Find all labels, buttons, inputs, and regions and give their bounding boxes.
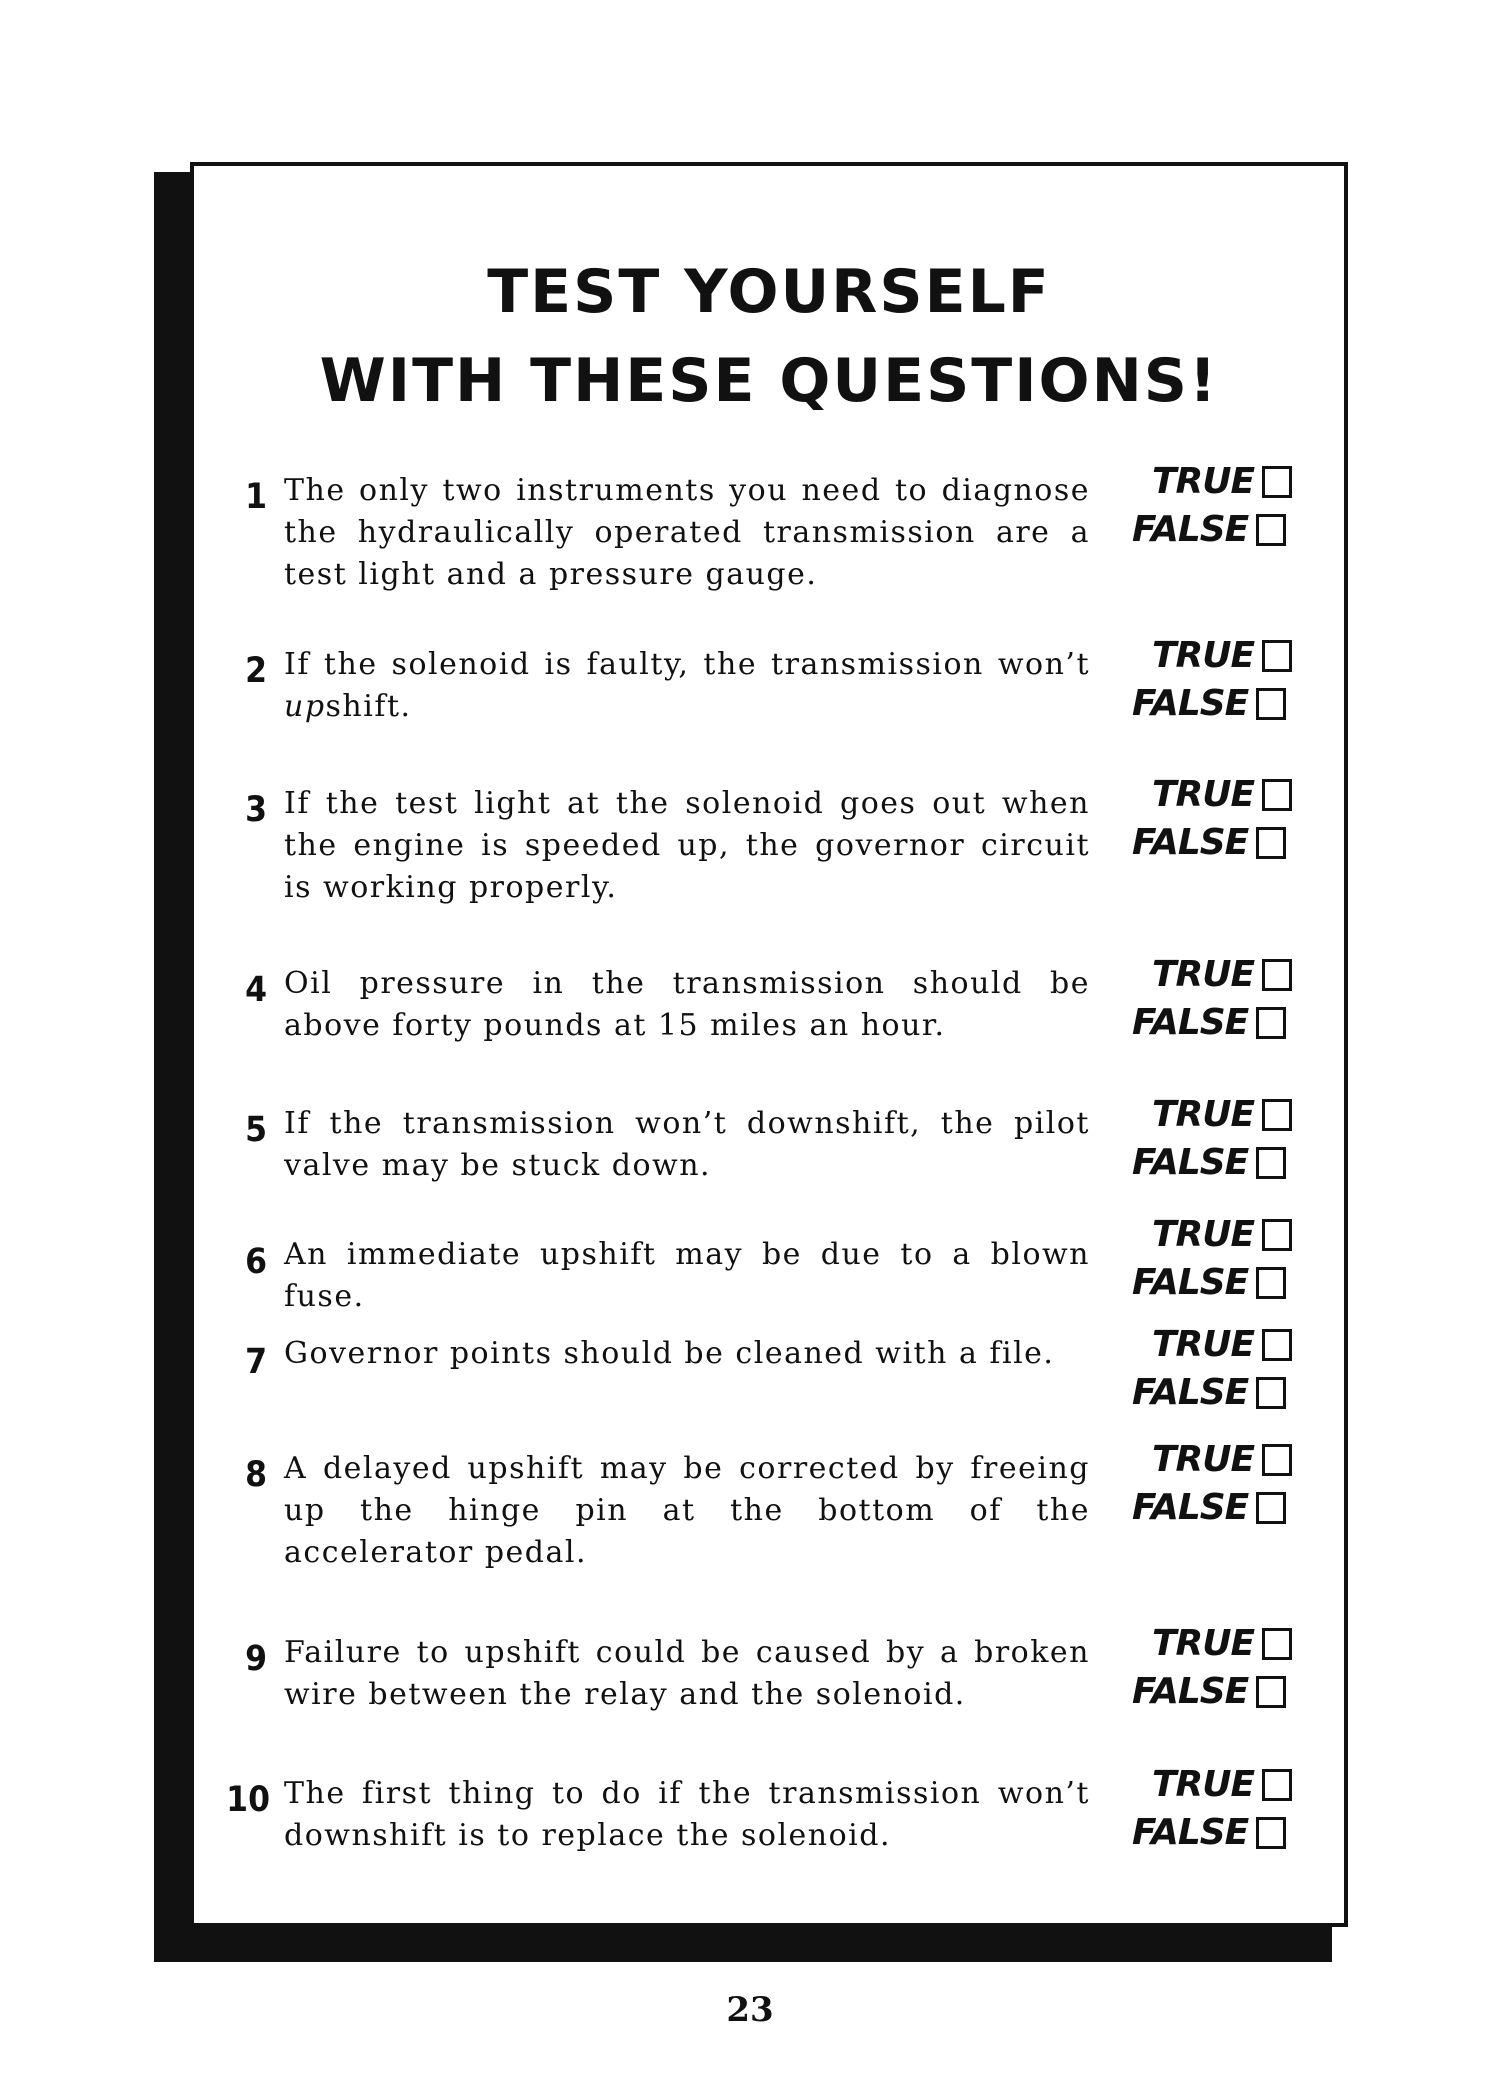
question-number: 6 — [245, 1242, 267, 1282]
false-checkbox[interactable] — [1256, 514, 1286, 546]
false-checkbox[interactable] — [1256, 688, 1286, 720]
question-number: 10 — [226, 1780, 270, 1820]
true-option[interactable] — [1152, 1093, 1292, 1137]
true-label: TRUE — [1152, 461, 1255, 502]
true-option[interactable] — [1152, 1438, 1292, 1482]
title-line-2: WITH THESE QUESTIONS! — [319, 346, 1219, 416]
true-label: TRUE — [1152, 954, 1255, 995]
true-option[interactable] — [1152, 953, 1292, 997]
true-option[interactable] — [1152, 1622, 1292, 1666]
false-checkbox[interactable] — [1256, 1676, 1286, 1708]
true-false-answer — [1129, 773, 1289, 873]
true-checkbox[interactable] — [1262, 1628, 1292, 1660]
true-false-answer — [1129, 1213, 1289, 1313]
false-label: FALSE — [1132, 1142, 1249, 1183]
true-label: TRUE — [1152, 774, 1255, 815]
true-checkbox[interactable] — [1262, 640, 1292, 672]
question-text: A delayed upshift may be corrected by freeing up the hinge pin at the bottom of the accelerator pedal. — [284, 1451, 1090, 1570]
true-checkbox[interactable] — [1262, 1329, 1292, 1361]
true-label: TRUE — [1152, 1623, 1255, 1664]
true-checkbox[interactable] — [1262, 466, 1292, 498]
true-checkbox[interactable] — [1262, 779, 1292, 811]
false-checkbox[interactable] — [1256, 1817, 1286, 1849]
true-checkbox[interactable] — [1262, 959, 1292, 991]
false-option[interactable] — [1132, 1001, 1286, 1045]
question-text-end: shift. — [325, 689, 412, 724]
true-false-answer — [1129, 1323, 1289, 1423]
true-false-answer — [1129, 1763, 1289, 1863]
question-text-italic: up — [284, 689, 326, 724]
true-option[interactable] — [1152, 773, 1292, 817]
false-option[interactable] — [1132, 682, 1286, 726]
true-checkbox[interactable] — [1262, 1769, 1292, 1801]
false-label: FALSE — [1132, 1487, 1249, 1528]
false-option[interactable] — [1132, 1141, 1286, 1185]
true-checkbox[interactable] — [1262, 1219, 1292, 1251]
false-option[interactable] — [1132, 821, 1286, 865]
false-checkbox[interactable] — [1256, 1492, 1286, 1524]
question-number: 7 — [245, 1342, 267, 1382]
false-label: FALSE — [1132, 1002, 1249, 1043]
false-label: FALSE — [1132, 509, 1249, 550]
question-number: 4 — [245, 970, 267, 1010]
question-text: An immediate upshift may be due to a blown fuse. — [284, 1237, 1090, 1314]
false-option[interactable] — [1132, 1811, 1286, 1855]
question-text: The first thing to do if the transmission won’t downshift is to replace the solenoid. — [284, 1776, 1090, 1853]
true-option[interactable] — [1152, 1323, 1292, 1367]
false-option[interactable] — [1132, 1371, 1286, 1415]
true-false-answer — [1129, 460, 1289, 560]
question-text-start: If the solenoid is faulty, the transmission won’t — [284, 647, 1090, 682]
question-text: Oil pressure in the transmission should be above forty pounds at 15 miles an hour. — [284, 966, 1090, 1043]
question-text: If the test light at the solenoid goes out when the engine is speeded up, the governor circuit is working properly. — [284, 786, 1090, 905]
false-label: FALSE — [1132, 1372, 1249, 1413]
true-label: TRUE — [1152, 1764, 1255, 1805]
true-false-answer — [1129, 1438, 1289, 1538]
true-option[interactable] — [1152, 460, 1292, 504]
true-label: TRUE — [1152, 1214, 1255, 1255]
quiz-frame — [190, 162, 1348, 1927]
false-label: FALSE — [1132, 1671, 1249, 1712]
true-label: TRUE — [1152, 1439, 1255, 1480]
false-option[interactable] — [1132, 1486, 1286, 1530]
false-label: FALSE — [1132, 822, 1249, 863]
true-option[interactable] — [1152, 1213, 1292, 1257]
true-option[interactable] — [1152, 634, 1292, 678]
false-checkbox[interactable] — [1256, 827, 1286, 859]
true-label: TRUE — [1152, 1094, 1255, 1135]
false-label: FALSE — [1132, 683, 1249, 724]
page-number: 23 — [726, 1990, 774, 2030]
false-checkbox[interactable] — [1256, 1377, 1286, 1409]
question-number: 1 — [245, 477, 267, 517]
question-text: Failure to upshift could be caused by a broken wire between the relay and the solenoid. — [284, 1635, 1090, 1712]
true-label: TRUE — [1152, 635, 1255, 676]
false-option[interactable] — [1132, 508, 1286, 552]
true-false-answer — [1129, 1622, 1289, 1722]
false-checkbox[interactable] — [1256, 1267, 1286, 1299]
title-line-1: TEST YOURSELF — [487, 257, 1051, 327]
question-text: Governor points should be cleaned with a file. — [284, 1336, 1055, 1371]
question-number: 5 — [245, 1110, 267, 1150]
true-false-answer — [1129, 1093, 1289, 1193]
true-false-answer — [1129, 634, 1289, 734]
true-option[interactable] — [1152, 1763, 1292, 1807]
false-option[interactable] — [1132, 1670, 1286, 1714]
true-false-answer — [1129, 953, 1289, 1053]
false-option[interactable] — [1132, 1261, 1286, 1305]
question-number: 9 — [245, 1639, 267, 1679]
question-text: The only two instruments you need to diagnose the hydraulically operated transmission are a test light and a pressure gauge. — [284, 473, 1090, 592]
true-label: TRUE — [1152, 1324, 1255, 1365]
question-number: 2 — [245, 651, 267, 691]
false-label: FALSE — [1132, 1262, 1249, 1303]
true-checkbox[interactable] — [1262, 1099, 1292, 1131]
false-checkbox[interactable] — [1256, 1007, 1286, 1039]
question-number: 8 — [245, 1455, 267, 1495]
question-text: If the transmission won’t downshift, the pilot valve may be stuck down. — [284, 1106, 1090, 1183]
false-label: FALSE — [1132, 1812, 1249, 1853]
false-checkbox[interactable] — [1256, 1147, 1286, 1179]
true-checkbox[interactable] — [1262, 1444, 1292, 1476]
question-number: 3 — [245, 790, 267, 830]
question-text — [284, 644, 1090, 728]
